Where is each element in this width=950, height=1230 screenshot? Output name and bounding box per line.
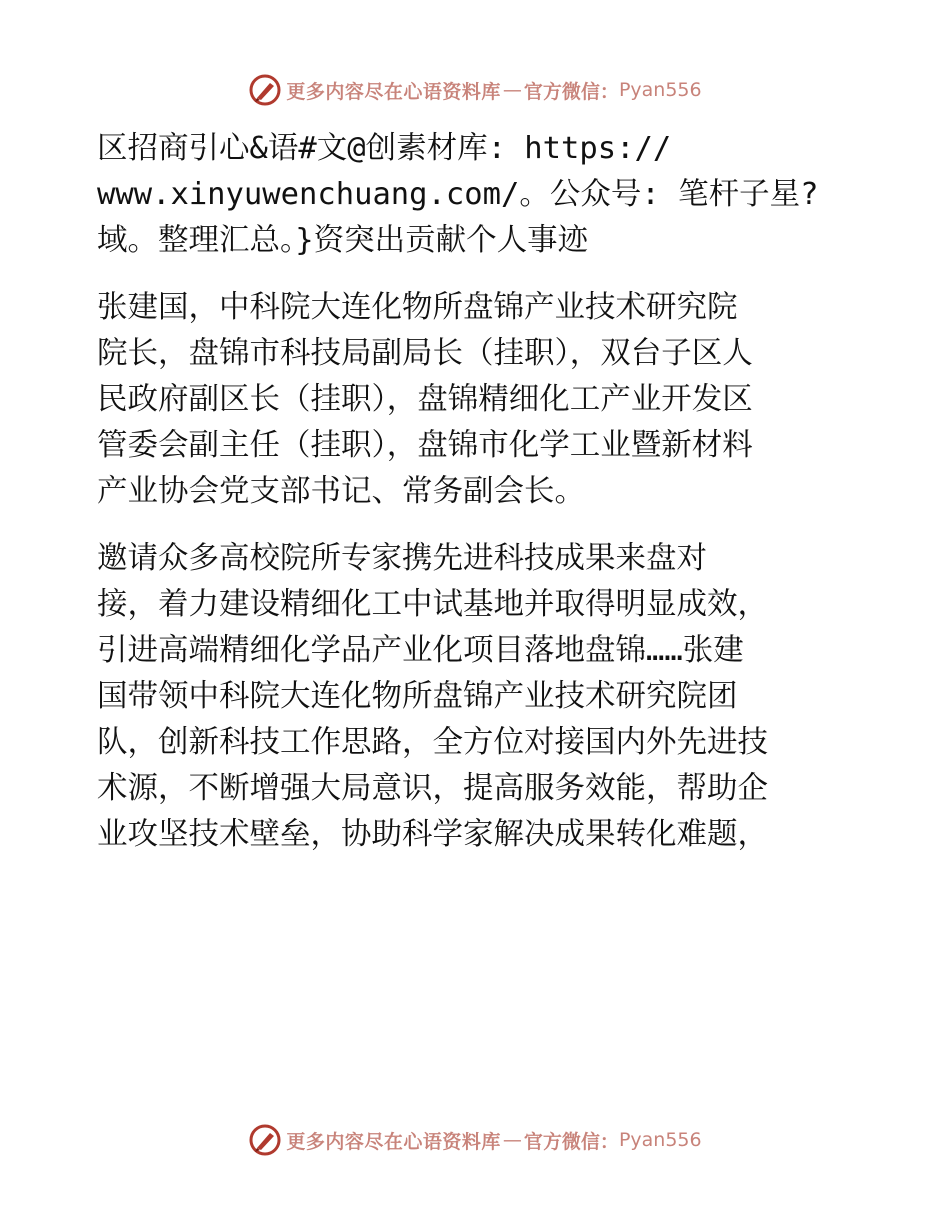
- banner-dash: —: [502, 1129, 522, 1151]
- banner-text: 更多内容尽在心语资料库: [286, 80, 501, 103]
- text-line: 院长，盘锦市科技局副局长（挂职），双台子区人: [97, 336, 753, 371]
- text-line: 区招商引心&语#文@创素材库: https://: [97, 131, 672, 166]
- pen-circle-logo-icon: [248, 73, 282, 107]
- header-watermark-banner: [0, 70, 950, 110]
- text-line: 队，创新科技工作思路，全方位对接国内外先进技: [97, 725, 768, 760]
- banner-text: 更多内容尽在心语资料库: [286, 1130, 501, 1153]
- text-line: 域。整理汇总。}资突出贡献个人事迹: [97, 223, 589, 258]
- text-line: 术源，不断增强大局意识，提高服务效能，帮助企: [97, 771, 768, 806]
- document-body: [97, 126, 857, 858]
- banner-official-label: 官方微信：: [523, 1130, 619, 1153]
- paragraph-intro: [97, 126, 857, 264]
- text-line: 民政府副区长（挂职），盘锦精细化工产业开发区: [97, 382, 753, 417]
- banner-wechat-id: Pyan556: [618, 79, 702, 101]
- text-line: 邀请众多高校院所专家携先进科技成果来盘对: [97, 541, 707, 576]
- paragraph-achievements: [97, 536, 857, 858]
- footer-watermark-banner: [0, 1120, 950, 1160]
- banner-wechat-id: Pyan556: [618, 1129, 702, 1151]
- text-line: 管委会副主任（挂职），盘锦市化学工业暨新材料: [97, 428, 753, 463]
- paragraph-profile: [97, 285, 857, 515]
- banner-official-label: 官方微信：: [523, 80, 619, 103]
- pen-circle-logo-icon: [248, 1123, 282, 1157]
- text-line: www.xinyuwenchuang.com/。公众号: 笔杆子星?: [97, 177, 819, 212]
- text-line: 张建国，中科院大连化物所盘锦产业技术研究院: [97, 290, 738, 325]
- banner-dash: —: [502, 79, 522, 101]
- text-line: 业攻坚技术壁垒，协助科学家解决成果转化难题，: [97, 817, 768, 852]
- text-line: 接，着力建设精细化工中试基地并取得明显成效，: [97, 587, 768, 622]
- text-line: 产业协会党支部书记、常务副会长。: [97, 474, 585, 509]
- text-line: 引进高端精细化学品产业化项目落地盘锦……张建: [97, 633, 744, 668]
- text-line: 国带领中科院大连化物所盘锦产业技术研究院团: [97, 679, 738, 714]
